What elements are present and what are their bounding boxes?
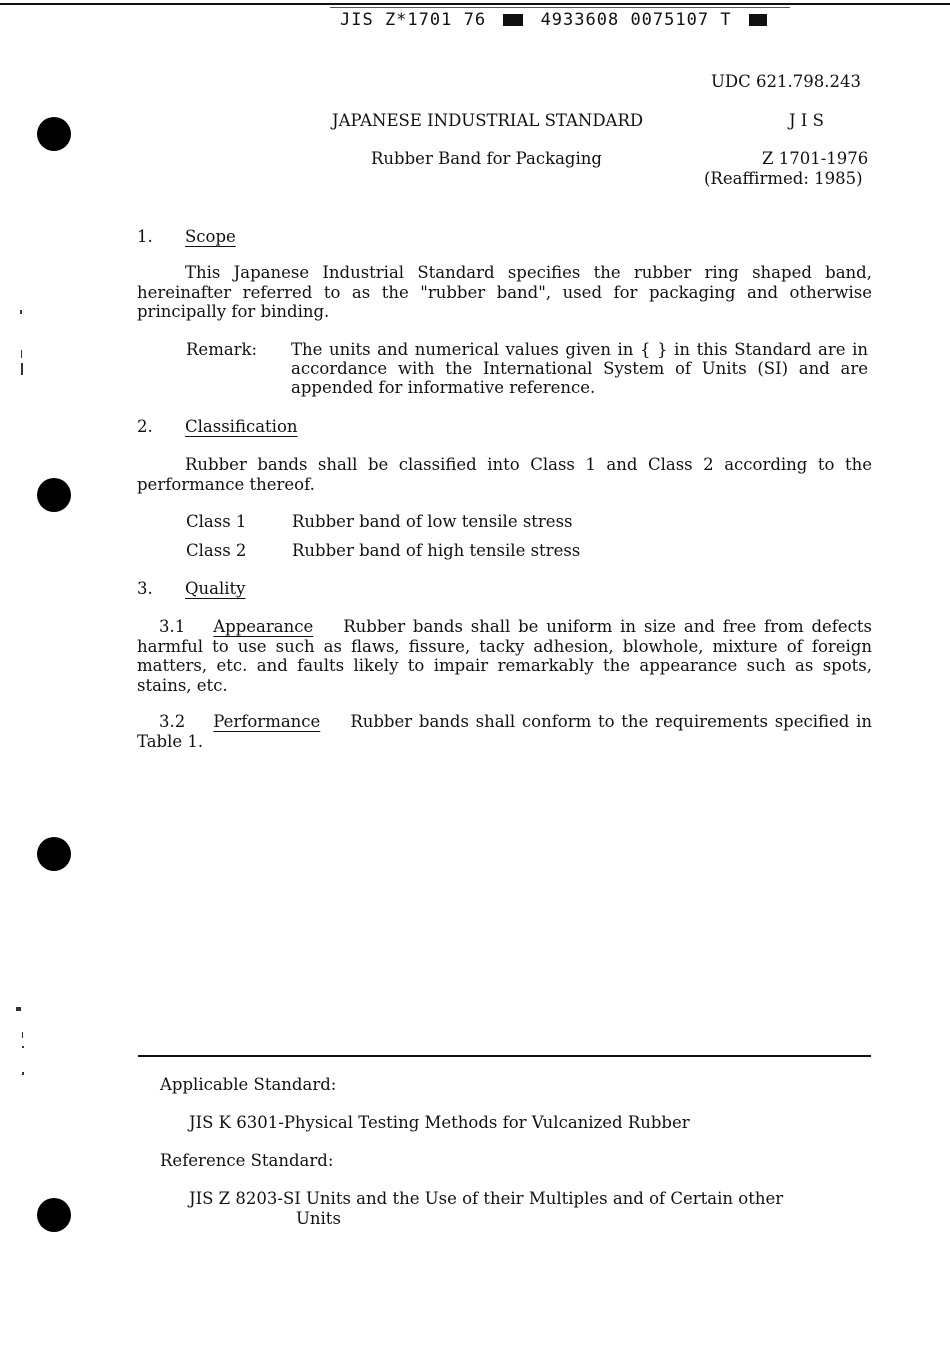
class-description: Rubber band of low tensile stress xyxy=(292,512,573,531)
class-label: Class 2 xyxy=(186,541,247,560)
class-description: Rubber band of high tensile stress xyxy=(292,541,581,560)
udc-code: UDC 621.798.243 xyxy=(711,72,861,91)
scan-speck xyxy=(22,1032,23,1038)
section-number: 3. xyxy=(137,579,153,598)
standard-number: Z 1701-1976 xyxy=(762,149,869,168)
scan-speck xyxy=(21,350,22,358)
top-border-line xyxy=(0,3,950,5)
redaction-block xyxy=(749,14,767,26)
footer-divider xyxy=(138,1055,871,1057)
header-code-part2: 4933608 0075107 T xyxy=(540,10,732,30)
reference-standard-label: Reference Standard: xyxy=(160,1151,334,1170)
remark-label: Remark: xyxy=(186,340,258,359)
performance-paragraph xyxy=(137,712,872,751)
redaction-block xyxy=(503,14,523,26)
subsection-number: 3.1 xyxy=(159,617,186,636)
applicable-standard-label: Applicable Standard: xyxy=(160,1075,337,1094)
reference-standard-item: JIS Z 8203-SI Units and the Use of their Multiples and of Certain other xyxy=(189,1189,784,1208)
punch-hole xyxy=(37,1198,71,1232)
remark-text: The units and numerical values given in { } in this Standard are in accordance with the International System of Units (SI) and are appended for informative reference. xyxy=(291,340,868,397)
punch-hole xyxy=(37,117,71,151)
section-heading-classification: Classification xyxy=(185,417,298,436)
header-underline xyxy=(330,7,790,8)
classification-paragraph xyxy=(137,455,872,494)
subsection-number: 3.2 xyxy=(159,712,186,731)
document-title: Rubber Band for Packaging xyxy=(371,149,602,168)
section-number: 1. xyxy=(137,227,153,246)
section-heading-scope: Scope xyxy=(185,227,236,246)
jis-mark: J I S xyxy=(789,111,824,130)
subsection-heading-appearance: Appearance xyxy=(213,617,314,636)
appearance-paragraph xyxy=(137,617,872,695)
scan-speck xyxy=(20,310,22,314)
section-heading-quality: Quality xyxy=(185,579,246,598)
class-label: Class 1 xyxy=(186,512,247,531)
standard-org: JAPANESE INDUSTRIAL STANDARD xyxy=(332,111,644,130)
applicable-standard-item: JIS K 6301-Physical Testing Methods for Vulcanized Rubber xyxy=(189,1113,690,1132)
classification-text: Rubber bands shall be classified into Class 1 and Class 2 according to the performance thereof. xyxy=(137,455,872,494)
punch-hole xyxy=(37,478,71,512)
reference-standard-item-cont: Units xyxy=(296,1209,341,1228)
punch-hole xyxy=(37,837,71,871)
header-code-part1: JIS Z*1701 76 xyxy=(340,10,487,30)
header-code xyxy=(340,10,767,30)
scan-speck xyxy=(22,1072,24,1075)
scan-speck xyxy=(22,1046,24,1048)
reaffirmed-note: (Reaffirmed: 1985) xyxy=(704,169,863,188)
subsection-heading-performance: Performance xyxy=(213,712,321,731)
scope-text: This Japanese Industrial Standard specifies the rubber ring shaped band, hereinafter referred to as the "rubber band", used for packaging and otherwise principally for binding. xyxy=(137,263,872,321)
scan-speck xyxy=(21,363,23,375)
scan-speck xyxy=(16,1007,21,1011)
scope-paragraph xyxy=(137,263,872,322)
section-number: 2. xyxy=(137,417,153,436)
performance-text: Rubber bands shall conform to the requirements specified in Table 1. xyxy=(137,712,872,751)
appearance-text: Rubber bands shall be uniform in size and free from defects harmful to use such as flaws, fissure, tacky adhesion, blowhole, mixture of foreign matters, etc. and faults likely to impair remarkably the appearance such as spots, stains, etc. xyxy=(137,617,872,695)
